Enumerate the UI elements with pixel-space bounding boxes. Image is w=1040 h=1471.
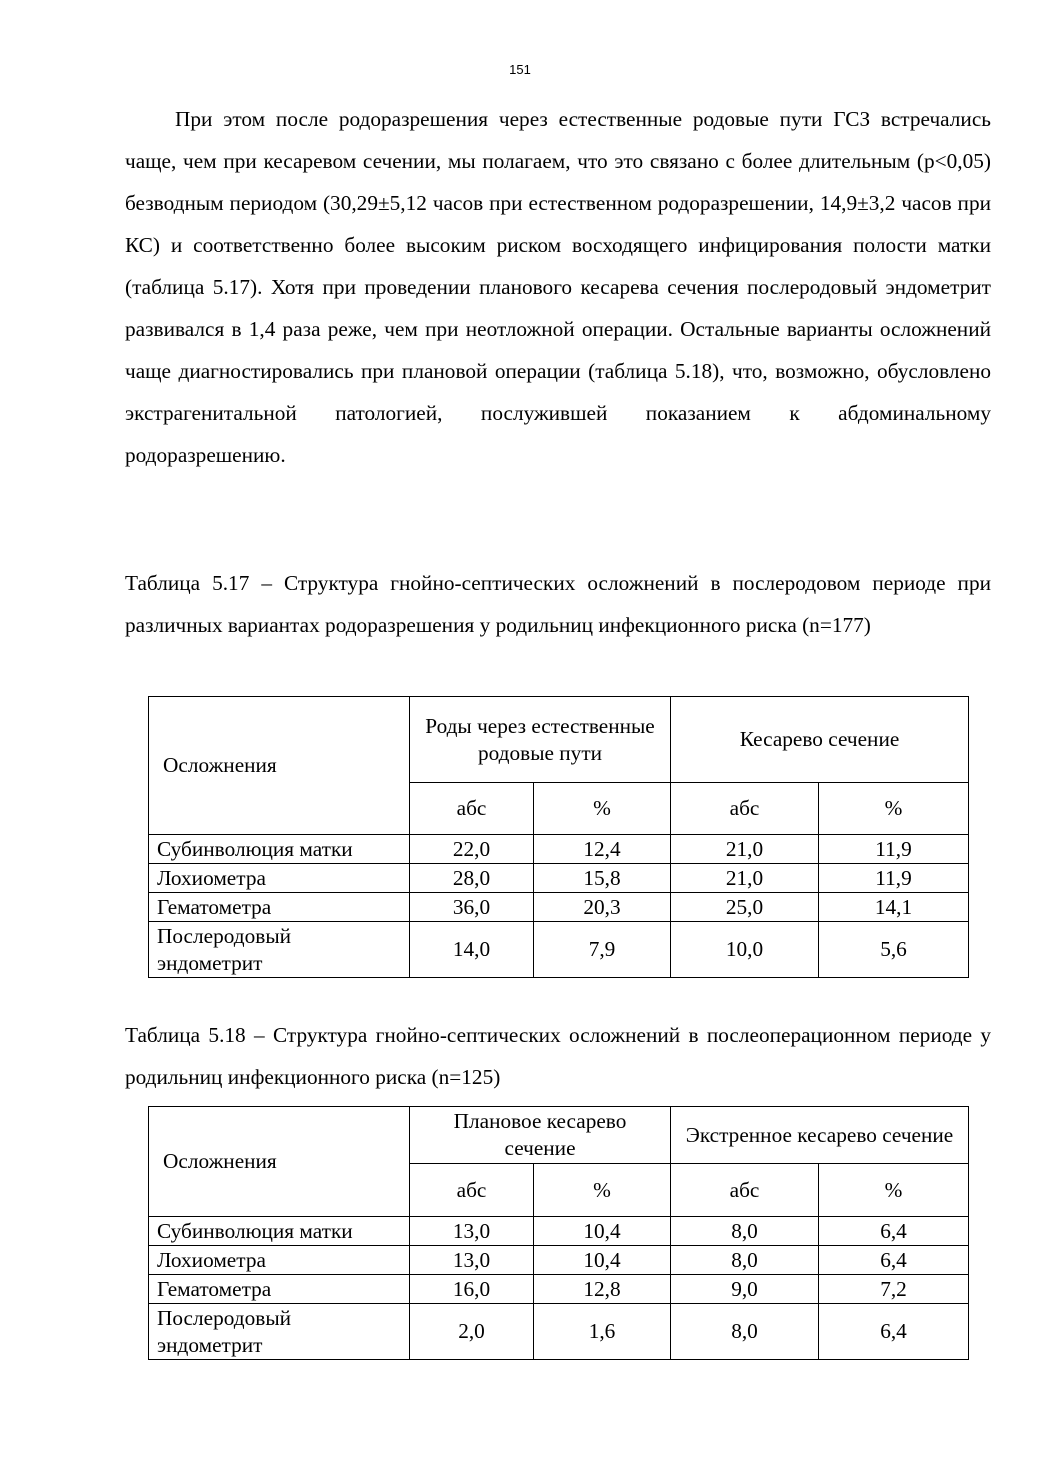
cell-value: 15,8 (534, 864, 671, 893)
table-row (149, 835, 969, 864)
subheader-percent: % (534, 783, 671, 835)
row-label: Субинволюция матки (149, 835, 410, 864)
subheader-abs: абс (410, 783, 534, 835)
cell-value: 9,0 (671, 1275, 819, 1304)
intro-paragraph: При этом после родоразрешения через естественные родовые пути ГСЗ встречались чаще, чем при кесаревом сечении, мы полагаем, что это связано с более длительным (р<0,05) безводным периодом (30,29±5,12 часов при естественном родоразрешении, 14,9±3,2 часов при КС) и соответственно более высоким риском восходящего инфицирования полости матки (таблица 5.17). Хотя при проведении планового кесарева сечения послеродовый эндометрит развивался в 1,4 раза реже, чем при неотложной операции. Остальные варианты осложнений чаще диагностировались при плановой операции (таблица 5.18), что, возможно, обусловлено экстрагенитальной патологией, послужившей показанием к абдоминальному родоразрешению. (125, 107, 991, 467)
cell-value: 7,9 (534, 922, 671, 978)
cell-value: 14,1 (819, 893, 969, 922)
cell-value: 14,0 (410, 922, 534, 978)
page-number: 151 (509, 62, 531, 77)
subheader-abs: абс (671, 783, 819, 835)
header-natural-birth: Роды через естественные родовые пути (410, 697, 671, 783)
cell-value: 11,9 (819, 835, 969, 864)
cell-value: 13,0 (410, 1246, 534, 1275)
cell-value: 8,0 (671, 1304, 819, 1360)
cell-value: 36,0 (410, 893, 534, 922)
header-cesarean: Кесарево сечение (671, 697, 969, 783)
subheader-abs: абс (410, 1164, 534, 1217)
cell-value: 10,4 (534, 1217, 671, 1246)
table-5-18-caption: Таблица 5.18 – Структура гнойно-септических осложнений в послеоперационном периоде у родильниц инфекционного риска (n=125) (125, 1023, 991, 1089)
cell-value: 10,4 (534, 1246, 671, 1275)
cell-value: 21,0 (671, 864, 819, 893)
subheader-percent: % (534, 1164, 671, 1217)
table-row (149, 1246, 969, 1275)
row-label: Гематометра (149, 893, 410, 922)
cell-value: 6,4 (819, 1304, 969, 1360)
row-label: Лохиометра (149, 864, 410, 893)
table-row (149, 1217, 969, 1246)
cell-value: 10,0 (671, 922, 819, 978)
cell-value: 1,6 (534, 1304, 671, 1360)
header-complications: Осложнения (149, 1107, 410, 1217)
cell-value: 16,0 (410, 1275, 534, 1304)
cell-value: 8,0 (671, 1246, 819, 1275)
subheader-abs: абс (671, 1164, 819, 1217)
cell-value: 12,4 (534, 835, 671, 864)
row-label: Субинволюция матки (149, 1217, 410, 1246)
subheader-percent: % (819, 1164, 969, 1217)
table-row (149, 1275, 969, 1304)
header-planned-cesarean: Плановое кесарево сечение (410, 1107, 671, 1164)
cell-value: 13,0 (410, 1217, 534, 1246)
table-row (149, 893, 969, 922)
row-label: Гематометра (149, 1275, 410, 1304)
table-row (149, 864, 969, 893)
table-row (149, 922, 969, 978)
cell-value: 2,0 (410, 1304, 534, 1360)
cell-value: 5,6 (819, 922, 969, 978)
subheader-percent: % (819, 783, 969, 835)
cell-value: 20,3 (534, 893, 671, 922)
cell-value: 28,0 (410, 864, 534, 893)
cell-value: 21,0 (671, 835, 819, 864)
table-5-17 (148, 696, 969, 978)
cell-value: 22,0 (410, 835, 534, 864)
cell-value: 25,0 (671, 893, 819, 922)
cell-value: 6,4 (819, 1246, 969, 1275)
cell-value: 11,9 (819, 864, 969, 893)
table-row (149, 1304, 969, 1360)
cell-value: 6,4 (819, 1217, 969, 1246)
cell-value: 8,0 (671, 1217, 819, 1246)
header-emergency-cesarean: Экстренное кесарево сечение (671, 1107, 969, 1164)
cell-value: 12,8 (534, 1275, 671, 1304)
table-5-18 (148, 1106, 969, 1360)
table-5-17-caption: Таблица 5.17 – Структура гнойно-септических осложнений в послеродовом периоде при различных вариантах родоразрешения у родильниц инфекционного риска (n=177) (125, 571, 991, 637)
row-label: Послеродовый эндометрит (149, 1304, 410, 1360)
row-label: Послеродовый эндометрит (149, 922, 410, 978)
cell-value: 7,2 (819, 1275, 969, 1304)
header-complications: Осложнения (149, 697, 410, 835)
row-label: Лохиометра (149, 1246, 410, 1275)
